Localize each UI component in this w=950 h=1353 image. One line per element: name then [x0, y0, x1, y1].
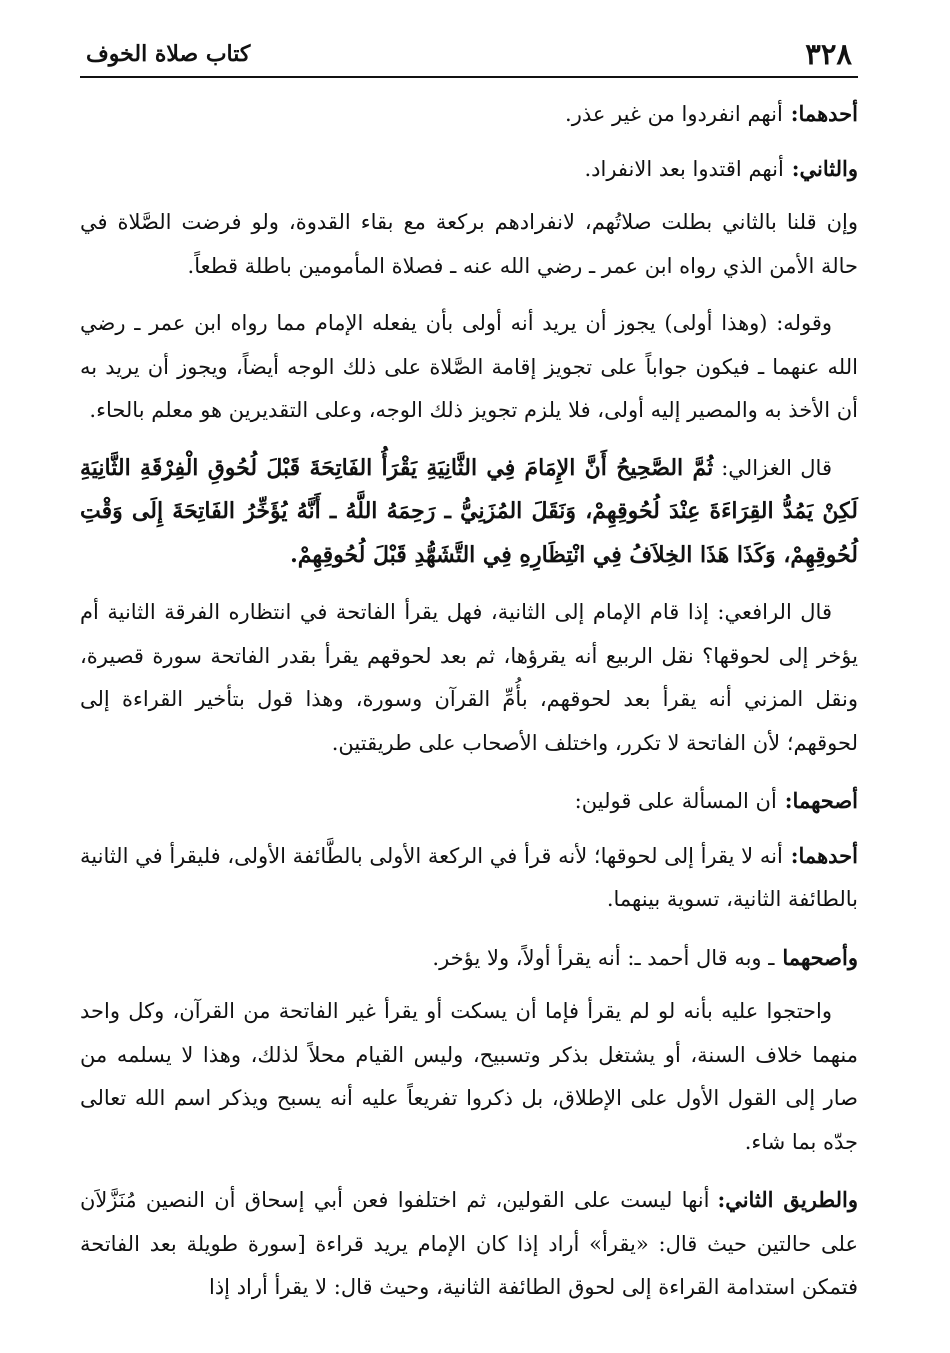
paragraph-text: ـ وبه قال أحمد ـ: أنه يقرأ أولاً، ولا يؤخر. — [432, 945, 775, 970]
page-header — [80, 34, 858, 78]
paragraph-second-aspect — [80, 147, 858, 192]
paragraph-term: وأصحهما — [782, 944, 858, 970]
paragraph-ghazali-matn — [80, 447, 858, 578]
paragraph-term: أصحهما: — [784, 788, 858, 813]
paragraph-ruling — [80, 201, 858, 288]
paragraph-text: أنه لا يقرأ إلى لحوقها؛ لأنه قرأ في الركعة الأولى بالطَّائفة الأولى، فليقرأ في الثانية بالطائفة الثانية، تسوية بينهما. — [80, 843, 858, 911]
matn-text: ثُمَّ الصَّحِيحُ أَنَّ الإِمَامَ فِي الثَّانِيَةِ يَقْرَأُ الفَاتِحَةَ قَبْلَ لُحُوقِ الْفِرْقَةِ الثَّانِيَةِ لَكِنْ يَمُدُّ القِرَاءَةَ عِنْدَ لُحُوقِهِمْ، وَنَقَلَ المُزَنِيُّ ـ رَحِمَهُ اللَّهُ ـ أَنَّهُ يُؤَخِّرُ الفَاتِحَةَ إِلَى وَقْتِ لُحُوقِهِمْ، وَكَذَا هَذَا الخِلاَفُ فِي انْتِظَارِهِ فِي التَّشَهُّدِ قَبْلَ لُحُوقِهِمْ. — [80, 454, 858, 568]
paragraph-text: قال الرافعي: إذا قام الإمام إلى الثانية، فهل يقرأ الفاتحة في انتظاره الفرقة الثانية أم يؤخر إلى لحوقها؟ نقل الربيع أنه يقرؤها، ثم بعد لحوقهم يقرأ بقدر الفاتحة سورة قصيرة، ونقل المزني أنه يقرأ بعد لحوقهم، بأُمِّ القرآن وسورة، وهذا قول بتأخير القراءة إلى لحوقهم؛ لأن الفاتحة لا تكرر، واختلف الأصحاب على طريقتين. — [80, 600, 858, 755]
paragraph-second-opinion — [80, 936, 858, 981]
paragraph-commentary — [80, 302, 858, 433]
paragraph-first-aspect — [80, 92, 858, 137]
paragraph-text: أنهم اقتدوا بعد الانفراد. — [584, 156, 784, 181]
paragraph-rafii-commentary — [80, 591, 858, 765]
paragraph-text: أن المسألة على قولين: — [574, 789, 777, 813]
paragraph-text: أنهم انفردوا من غير عذر. — [565, 102, 783, 126]
paragraph-second-method — [80, 1178, 858, 1310]
paragraph-term: والثاني: — [791, 155, 858, 181]
paragraph-first-opinion — [80, 834, 858, 922]
page-number: ٣٢٨ — [805, 37, 852, 71]
page-body — [80, 78, 858, 1310]
paragraph-term: أحدهما: — [790, 842, 858, 868]
paragraph-text: وإن قلنا بالثاني بطلت صلاتُهم، لانفرادهم بركعة مع بقاء القدوة، ولو فرضت الصَّلاة في حالة الأمن الذي رواه ابن عمر ـ رضي الله عنه ـ فصلاة المأمومين باطلة قطعاً. — [80, 210, 858, 278]
paragraph-term: قال الغزالي: — [721, 455, 832, 480]
running-title: كتاب صلاة الخوف — [86, 41, 251, 67]
paragraph-argument — [80, 990, 858, 1164]
paragraph-text: أنها ليست على القولين، ثم اختلفوا فعن أبي إسحاق أن النصين مُنَزَّلاَن على حالتين حيث قال: «يقرأ» أراد إذا كان الإمام يريد قراءة [سورة طويلة بعد الفاتحة فتمكن استدامة القراءة إلى لحوق الطائفة الثانية، وحيث قال: لا يقرأ أراد إذا — [80, 1188, 858, 1299]
paragraph-text: وقوله: (وهذا أولى) يجوز أن يريد أنه أولى بأن يفعله الإمام مما رواه ابن عمر ـ رضي الله عنهما ـ فيكون جواباً على تجويز إقامة الصَّلاة على ذلك الوجه أيضاً، ويجوز أن يريد به أن الأخذ به والمصير إليه أولى، فلا يلزم تجويز ذلك الوجه، وعلى التقديرين هو معلم بالحاء. — [80, 311, 858, 422]
paragraph-term: أحدهما: — [790, 101, 858, 126]
paragraph-term: والطريق الثاني: — [717, 1187, 858, 1212]
paragraph-text: واحتجوا عليه بأنه لو لم يقرأ فإما أن يسكت أو يقرأ غير الفاتحة من القرآن، وكل واحد منهما خلاف السنة، أو يشتغل بذكر وتسبيح، وليس القيام محلاً لذلك، وهذا لا يسلمه من صار إلى القول الأول على الإطلاق، بل ذكروا تفريعاً عليه أنه يسبح ويذكر اسم الله تعالى جدّه بما شاء. — [80, 999, 858, 1154]
paragraph-most-correct — [80, 779, 858, 824]
